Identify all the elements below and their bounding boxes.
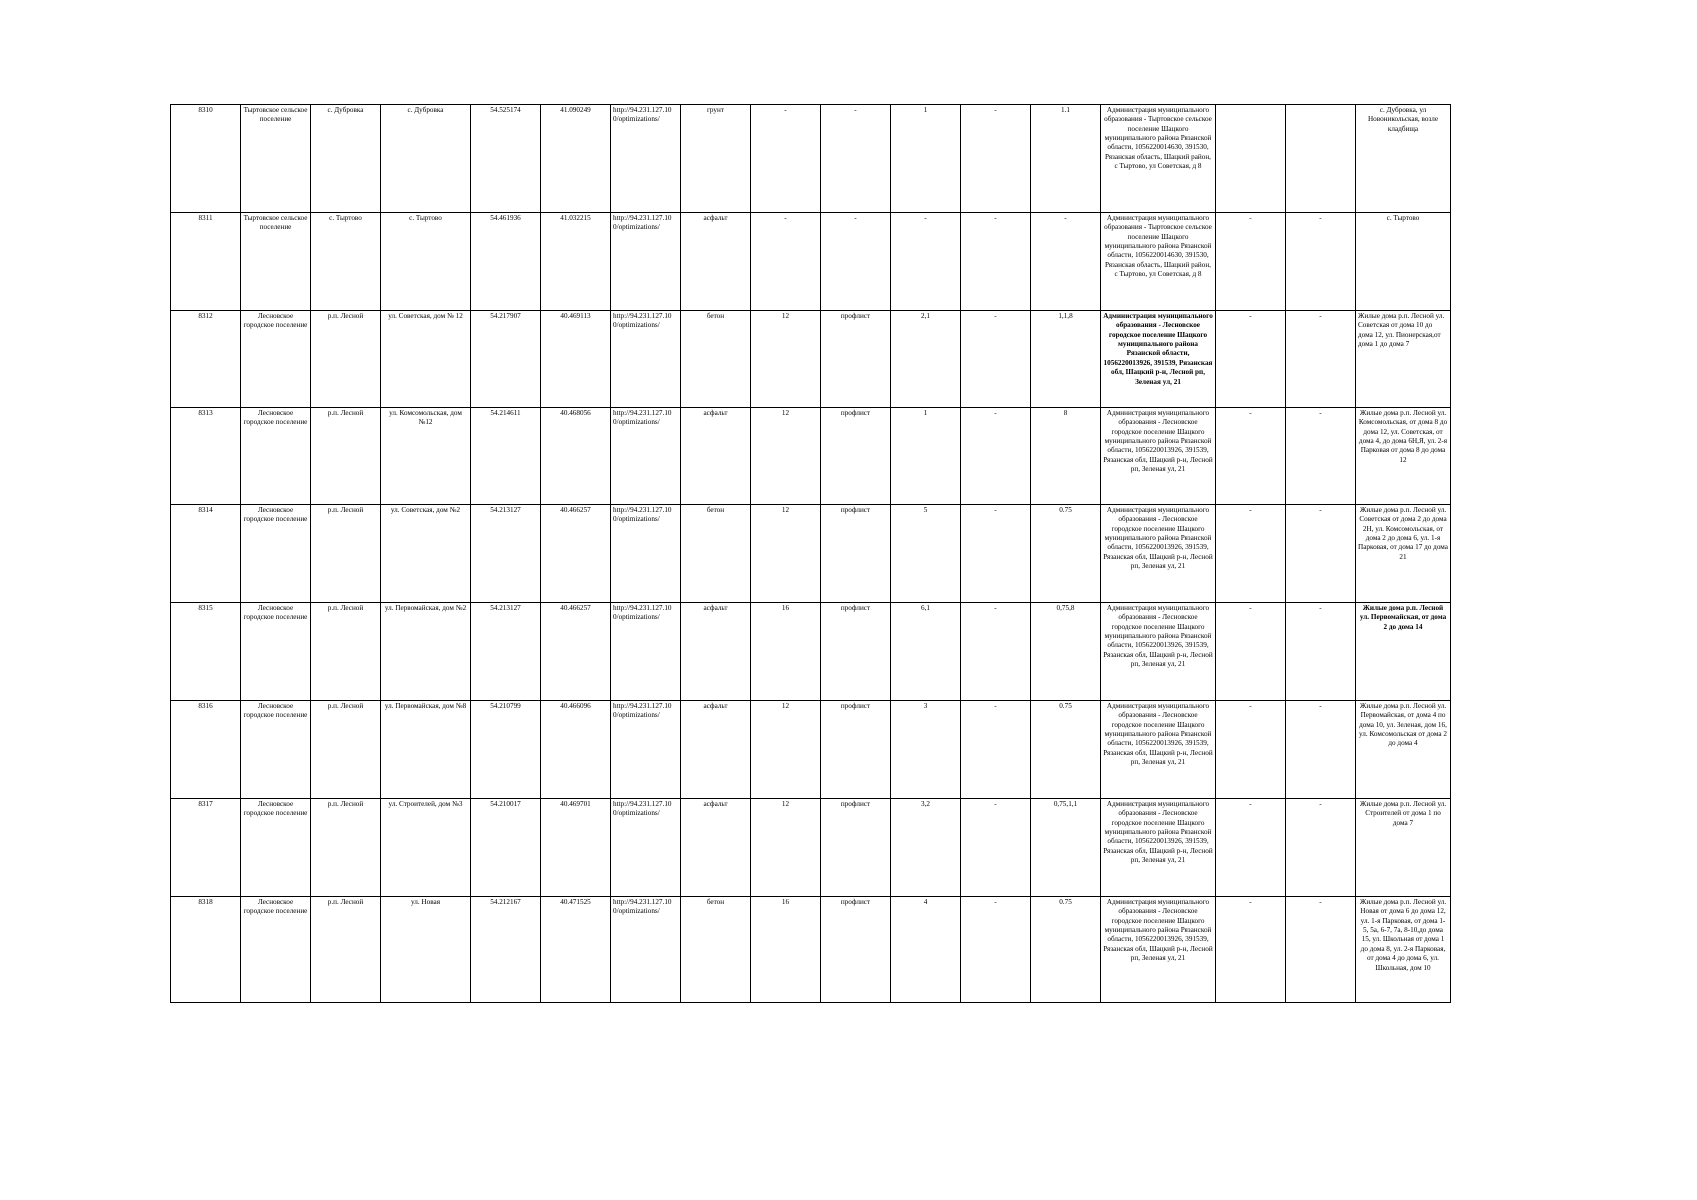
column-15: [1216, 105, 1286, 213]
site-area: -: [751, 105, 821, 213]
column-15: -: [1216, 603, 1286, 701]
longitude: 40.466257: [541, 505, 611, 603]
site-id: 8314: [171, 505, 241, 603]
site-id: 8316: [171, 701, 241, 799]
longitude: 40.466257: [541, 603, 611, 701]
surface-type: грунт: [681, 105, 751, 213]
owner-info: Администрация муниципального образования - Тыртовское сельское поселение Шацкого муниципального района Рязанской области, 1056220014630, 391530, Рязанская область, Шацкий район, с Тыртово, ул Советская, д 8: [1101, 105, 1216, 213]
container-volume: 0.75: [1031, 505, 1101, 603]
site-area: 12: [751, 408, 821, 505]
column-15: -: [1216, 408, 1286, 505]
locality: с. Тыртово: [311, 213, 381, 311]
owner-info: Администрация муниципального образования - Лесновское городское поселение Шацкого муниципального района Рязанской области, 1056220013926, 391539, Рязанская обл, Шацкий р-н, Лесной рп, Зеленая ул, 21: [1101, 799, 1216, 897]
map-link: http://94.231.127.10 0/optimizations/: [611, 408, 681, 505]
address: с. Тыртово: [381, 213, 471, 311]
longitude: 40.469701: [541, 799, 611, 897]
site-area: 12: [751, 311, 821, 408]
fence-type: профлист: [821, 897, 891, 1003]
address: ул. Комсомольская, дом №12: [381, 408, 471, 505]
column-16: -: [1286, 897, 1356, 1003]
map-link: http://94.231.127.10 0/optimizations/: [611, 505, 681, 603]
table-row: [171, 603, 1451, 701]
site-id: 8318: [171, 897, 241, 1003]
table-row: [171, 311, 1451, 408]
bunker-count: -: [961, 603, 1031, 701]
site-area: 12: [751, 505, 821, 603]
map-link: http://94.231.127.10 0/optimizations/: [611, 603, 681, 701]
settlement: Лесновское городское поселение: [241, 701, 311, 799]
container-count: 5: [891, 505, 961, 603]
settlement: Тыртовское сельское поселение: [241, 213, 311, 311]
site-area: 12: [751, 799, 821, 897]
column-15: -: [1216, 213, 1286, 311]
site-area: 16: [751, 897, 821, 1003]
locality: р.п. Лесной: [311, 505, 381, 603]
latitude: 54.213127: [471, 603, 541, 701]
column-16: -: [1286, 799, 1356, 897]
locality: р.п. Лесной: [311, 701, 381, 799]
address: ул. Советская, дом № 12: [381, 311, 471, 408]
address: ул. Советская, дом №2: [381, 505, 471, 603]
owner-info: Администрация муниципального образования - Лесновское городское поселение Шацкого муниципального района Рязанской области, 1056220013926, 391539, Рязанская обл, Шацкий р-н, Лесной рп, Зеленая ул, 21: [1101, 311, 1216, 408]
locality: р.п. Лесной: [311, 408, 381, 505]
address: ул. Первомайская, дом №2: [381, 603, 471, 701]
latitude: 54.210017: [471, 799, 541, 897]
container-count: 4: [891, 897, 961, 1003]
container-volume: 1,1,8: [1031, 311, 1101, 408]
waste-sources: Жилые дома р.п. Лесной ул. Новая от дома 6 до дома 12, ул. 1-я Парковая, от дома 1-5, 5а, 6-7, 7а, 8-10,до дома 15, ул. Школьная от дома 1 до дома 8, ул. 2-я Парковая, от дома 4 до дома 6, ул. Школьная, дом 10: [1356, 897, 1451, 1003]
site-id: 8313: [171, 408, 241, 505]
column-16: -: [1286, 505, 1356, 603]
container-volume: 0.75: [1031, 701, 1101, 799]
fence-type: профлист: [821, 603, 891, 701]
latitude: 54.461936: [471, 213, 541, 311]
settlement: Лесновское городское поселение: [241, 311, 311, 408]
surface-type: бетон: [681, 897, 751, 1003]
map-link: http://94.231.127.10 0/optimizations/: [611, 897, 681, 1003]
bunker-count: -: [961, 799, 1031, 897]
bunker-count: -: [961, 213, 1031, 311]
table-row: [171, 408, 1451, 505]
column-16: -: [1286, 311, 1356, 408]
table-row: [171, 799, 1451, 897]
container-volume: -: [1031, 213, 1101, 311]
column-16: -: [1286, 701, 1356, 799]
fence-type: -: [821, 213, 891, 311]
fence-type: профлист: [821, 701, 891, 799]
waste-sources: с. Дубровка, ул Новоникольская, возле кладбища: [1356, 105, 1451, 213]
waste-sources: Жилые дома р.п. Лесной ул. Советская от дома 10 до дома 12, ул. Пионерская,от дома 1 до дома 7: [1356, 311, 1451, 408]
table-row: [171, 701, 1451, 799]
locality: р.п. Лесной: [311, 897, 381, 1003]
site-area: 16: [751, 603, 821, 701]
latitude: 54.214611: [471, 408, 541, 505]
latitude: 54.213127: [471, 505, 541, 603]
settlement: Лесновское городское поселение: [241, 799, 311, 897]
map-link: http://94.231.127.10 0/optimizations/: [611, 213, 681, 311]
column-16: -: [1286, 603, 1356, 701]
address: с. Дубровка: [381, 105, 471, 213]
container-volume: 0,75,1,1: [1031, 799, 1101, 897]
waste-sites-table: [170, 104, 1451, 1003]
owner-info: Администрация муниципального образования - Лесновское городское поселение Шацкого муниципального района Рязанской области, 1056220013926, 391539, Рязанская обл, Шацкий р-н, Лесной рп, Зеленая ул, 21: [1101, 897, 1216, 1003]
address: ул. Строителей, дом №3: [381, 799, 471, 897]
latitude: 54.217907: [471, 311, 541, 408]
bunker-count: -: [961, 505, 1031, 603]
settlement: Лесновское городское поселение: [241, 505, 311, 603]
bunker-count: -: [961, 105, 1031, 213]
map-link: http://94.231.127.10 0/optimizations/: [611, 799, 681, 897]
waste-sources: Жилые дома р.п. Лесной ул. Строителей от дома 1 по дома 7: [1356, 799, 1451, 897]
container-volume: 0,75,8: [1031, 603, 1101, 701]
site-id: 8315: [171, 603, 241, 701]
column-15: -: [1216, 799, 1286, 897]
surface-type: асфальт: [681, 701, 751, 799]
fence-type: профлист: [821, 311, 891, 408]
container-count: 1: [891, 105, 961, 213]
site-area: -: [751, 213, 821, 311]
surface-type: асфальт: [681, 603, 751, 701]
container-volume: 0.75: [1031, 897, 1101, 1003]
bunker-count: -: [961, 897, 1031, 1003]
settlement: Лесновское городское поселение: [241, 897, 311, 1003]
owner-info: Администрация муниципального образования - Лесновское городское поселение Шацкого муниципального района Рязанской области, 1056220013926, 391539, Рязанская обл, Шацкий р-н, Лесной рп, Зеленая ул, 21: [1101, 603, 1216, 701]
owner-info: Администрация муниципального образования - Лесновское городское поселение Шацкого муниципального района Рязанской области, 1056220013926, 391539, Рязанская обл, Шацкий р-н, Лесной рп, Зеленая ул, 21: [1101, 505, 1216, 603]
locality: с. Дубровка: [311, 105, 381, 213]
waste-sources: Жилые дома р.п. Лесной ул. Комсомольская, от дома 8 до дома 12, ул. Советская, от дома 4, до дома 6Н,Я, ул. 2-я Парковая от дома 8 до дома 12: [1356, 408, 1451, 505]
owner-info: Администрация муниципального образования - Тыртовское сельское поселение Шацкого муниципального района Рязанской области, 1056220014630, 391530, Рязанская область, Шацкий район, с Тыртово, ул Советская, д 8: [1101, 213, 1216, 311]
table-row: [171, 897, 1451, 1003]
site-id: 8312: [171, 311, 241, 408]
bunker-count: -: [961, 311, 1031, 408]
surface-type: асфальт: [681, 799, 751, 897]
column-15: -: [1216, 311, 1286, 408]
column-16: -: [1286, 408, 1356, 505]
surface-type: асфальт: [681, 213, 751, 311]
fence-type: -: [821, 105, 891, 213]
container-count: 2,1: [891, 311, 961, 408]
owner-info: Администрация муниципального образования - Лесновское городское поселение Шацкого муниципального района Рязанской области, 1056220013926, 391539, Рязанская обл, Шацкий р-н, Лесной рп, Зеленая ул, 21: [1101, 701, 1216, 799]
longitude: 40.468056: [541, 408, 611, 505]
container-count: 1: [891, 408, 961, 505]
waste-sources: Жилые дома р.п. Лесной ул. Первомайская, от дома 2 до дома 14: [1356, 603, 1451, 701]
settlement: Лесновское городское поселение: [241, 408, 311, 505]
waste-sources: Жилые дома р.п. Лесной ул. Советская от дома 2 до дома 2Н, ул. Комсомольская, от дома 2 до дома 6, ул. 1-я Парковая, от дома 17 до дома 21: [1356, 505, 1451, 603]
map-link: http://94.231.127.10 0/optimizations/: [611, 311, 681, 408]
waste-sources: Жилые дома р.п. Лесной ул. Первомайская, от дома 4 по дома 10, ул. Зеленая, дом 16, ул. Комсомольская от дома 2 до дома 4: [1356, 701, 1451, 799]
locality: р.п. Лесной: [311, 311, 381, 408]
site-id: 8311: [171, 213, 241, 311]
container-volume: 1.1: [1031, 105, 1101, 213]
owner-info: Администрация муниципального образования - Лесновское городское поселение Шацкого муниципального района Рязанской области, 1056220013926, 391539, Рязанская обл, Шацкий р-н, Лесной рп, Зеленая ул, 21: [1101, 408, 1216, 505]
longitude: 40.471525: [541, 897, 611, 1003]
locality: р.п. Лесной: [311, 799, 381, 897]
column-16: [1286, 105, 1356, 213]
container-count: 6,1: [891, 603, 961, 701]
map-link: http://94.231.127.10 0/optimizations/: [611, 701, 681, 799]
site-area: 12: [751, 701, 821, 799]
longitude: 40.466096: [541, 701, 611, 799]
address: ул. Новая: [381, 897, 471, 1003]
container-count: 3: [891, 701, 961, 799]
latitude: 54.210799: [471, 701, 541, 799]
column-16: -: [1286, 213, 1356, 311]
surface-type: бетон: [681, 311, 751, 408]
fence-type: профлист: [821, 799, 891, 897]
column-15: -: [1216, 897, 1286, 1003]
container-count: 3,2: [891, 799, 961, 897]
table-row: [171, 213, 1451, 311]
latitude: 54.212167: [471, 897, 541, 1003]
fence-type: профлист: [821, 408, 891, 505]
settlement: Лесновское городское поселение: [241, 603, 311, 701]
table-row: [171, 105, 1451, 213]
column-15: -: [1216, 505, 1286, 603]
longitude: 40.469113: [541, 311, 611, 408]
surface-type: асфальт: [681, 408, 751, 505]
container-volume: 8: [1031, 408, 1101, 505]
site-id: 8317: [171, 799, 241, 897]
longitude: 41.032215: [541, 213, 611, 311]
longitude: 41.090249: [541, 105, 611, 213]
latitude: 54.525174: [471, 105, 541, 213]
bunker-count: -: [961, 408, 1031, 505]
surface-type: бетон: [681, 505, 751, 603]
table-row: [171, 505, 1451, 603]
locality: р.п. Лесной: [311, 603, 381, 701]
bunker-count: -: [961, 701, 1031, 799]
address: ул. Первомайская, дом №8: [381, 701, 471, 799]
container-count: -: [891, 213, 961, 311]
map-link: http://94.231.127.10 0/optimizations/: [611, 105, 681, 213]
site-id: 8310: [171, 105, 241, 213]
column-15: -: [1216, 701, 1286, 799]
waste-sources: с. Тыртово: [1356, 213, 1451, 311]
fence-type: профлист: [821, 505, 891, 603]
settlement: Тыртовское сельское поселение: [241, 105, 311, 213]
